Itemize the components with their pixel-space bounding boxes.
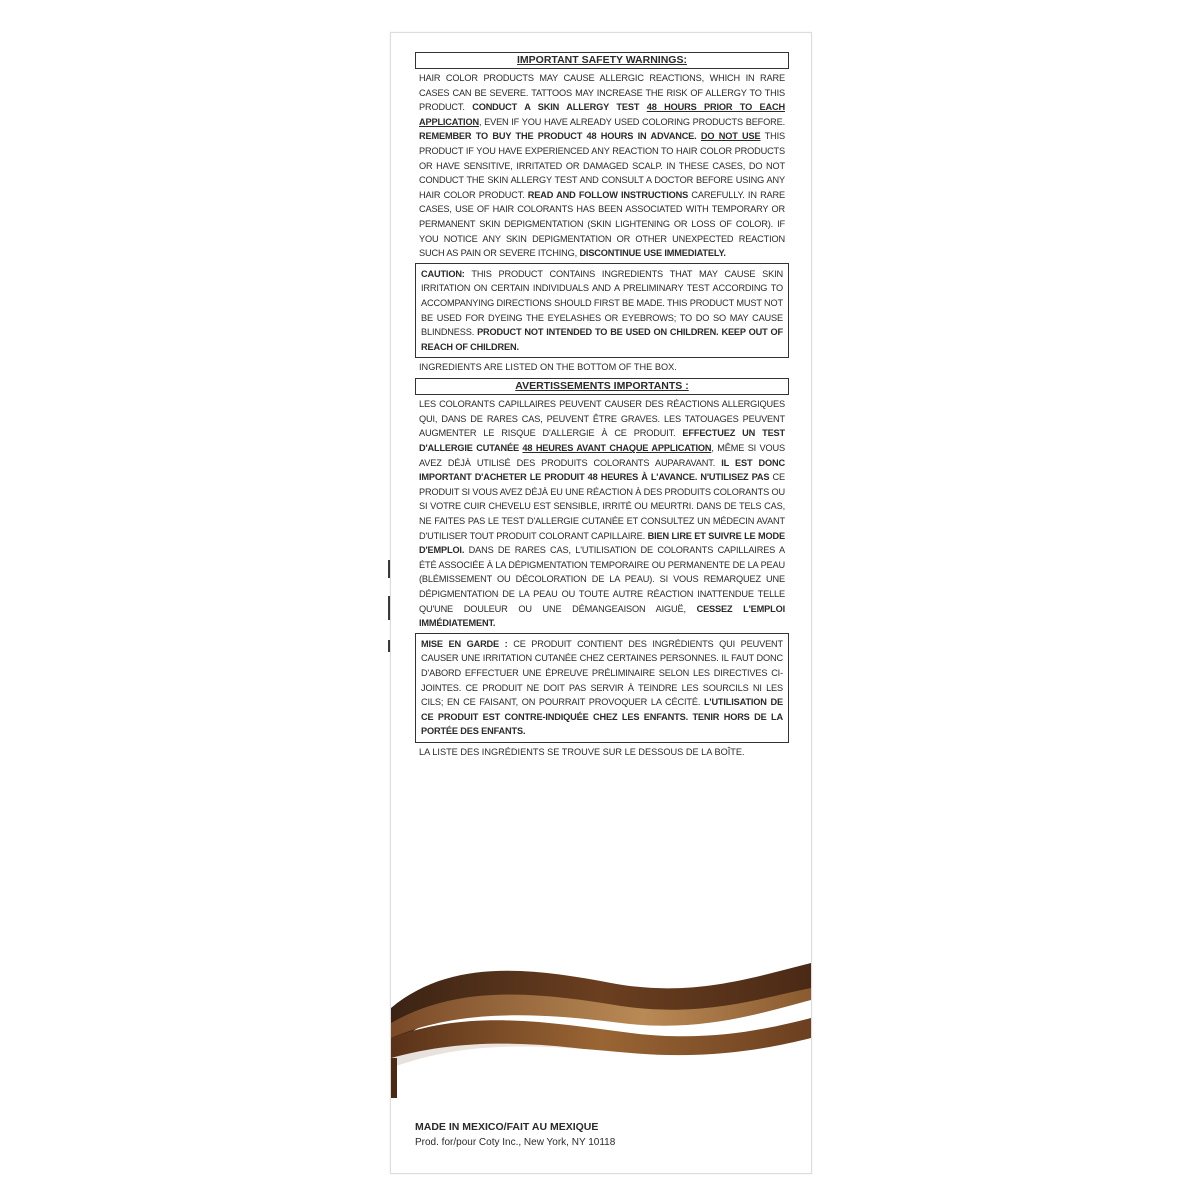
safety-warnings-text: HAIR COLOR PRODUCTS MAY CAUSE ALLERGIC REACTIONS, WHICH IN RARE CASES CAN BE SEVERE. TATTOOS MAY INCREASE THE RISK OF ALLERGY TO THIS PRODUCT. CONDUCT A SKIN ALLERGY TEST 48 HOURS PRIOR TO EACH APPLICATION, EVEN IF YOU HAVE ALREADY USED COLORING PRODUCTS BEFORE. REMEMBER TO BUY THE PRODUCT 48 HOURS IN ADVANCE. DO NOT USE THIS PRODUCT IF YOU HAVE EXPERIENCED ANY REACTION TO HAIR COLOR PRODUCTS OR HAVE SENSITIVE, IRRITATED OR DAMAGED SCALP. IN THESE CASES, DO NOT CONDUCT THE SKIN ALLERGY TEST AND CONSULT A DOCTOR BEFORE USING ANY HAIR COLOR PRODUCT. READ AND FOLLOW INSTRUCTIONS CAREFULLY. IN RARE CASES, USE OF HAIR COLORANTS HAS BEEN ASSOCIATED WITH TEMPORARY OR PERMANENT SKIN DEPIGMENTATION (SKIN LIGHTENING OR LOSS OF COLOR). IF YOU NOTICE ANY SKIN DEPIGMENTATION OR OTHER UNEXPECTED REACTION SUCH AS PAIN OR SEVERE ITCHING, DISCONTINUE USE IMMEDIATELY. (419, 73, 786, 259)
caution-text: CAUTION: THIS PRODUCT CONTAINS INGREDIENTS THAT MAY CAUSE SKIN IRRITATION ON CERTAIN INDIVIDUALS AND A PRELIMINARY TEST ACCORDING TO ACCOMPANYING DIRECTIONS SHOULD FIRST BE MADE. THIS PRODUCT MUST NOT BE USED FOR DYEING THE EYELASHES OR EYEBROWS; TO DO SO MAY CAUSE BLINDNESS. PRODUCT NOT INTENDED TO BE USED ON CHILDREN. KEEP OUT OF REACH OF CHILDREN. (421, 268, 783, 352)
footer (415, 1119, 795, 1150)
safety-warnings-fr (415, 378, 789, 631)
producer-text: Prod. for/pour Coty Inc., New York, NY 10118 (415, 1137, 616, 1148)
caution-fr-text: MISE EN GARDE : CE PRODUIT CONTIENT DES INGRÉDIENTS QUI PEUVENT CAUSER UNE IRRITATION CUTANÉE CHEZ CERTAINES PERSONNES. IL FAUT DONC D'ABORD EFFECTUER UNE ÉPREUVE PRÉLIMINAIRE SELON LES DIRECTIVES CI-JOINTES. CE PRODUIT NE DOIT PAS SERVIR À TEINDRE LES SOURCILS NI LES CILS; EN CE FAISANT, ON POURRAIT PROVOQUER LA CÉCITÉ. L'UTILISATION DE CE PRODUIT EST CONTRE-INDIQUÉE CHEZ LES ENFANTS. TENIR HORS DE LA PORTÉE DES ENFANTS. (421, 638, 784, 737)
safety-warnings-fr-title: AVERTISSEMENTS IMPORTANTS : (415, 378, 789, 395)
hair-wave-decoration (391, 938, 811, 1098)
made-in-text: MADE IN MEXICO/FAIT AU MEXIQUE (415, 1121, 599, 1133)
safety-warnings-title: IMPORTANT SAFETY WARNINGS: (415, 52, 789, 69)
package-side-panel (390, 32, 812, 1174)
caution-box-en (415, 263, 789, 359)
ingredients-note-en: INGREDIENTS ARE LISTED ON THE BOTTOM OF THE BOX. (419, 362, 677, 373)
ingredients-note-fr: LA LISTE DES INGRÉDIENTS SE TROUVE SUR LE DESSOUS DE LA BOÎTE. (419, 746, 745, 757)
caution-box-fr (415, 633, 789, 743)
safety-warnings-fr-text: LES COLORANTS CAPILLAIRES PEUVENT CAUSER DES RÉACTIONS ALLERGIQUES QUI, DANS DE RARES CAS, PEUVENT ÊTRE GRAVES. LES TATOUAGES PEUVENT AUGMENTER LE RISQUE D'ALLERGIE À CE PRODUIT. EFFECTUEZ UN TEST D'ALLERGIE CUTANÉE 48 HEURES AVANT CHAQUE APPLICATION, MÊME SI VOUS AVEZ DÉJÀ UTILISÉ DES PRODUITS COLORANTS AUPARAVANT. IL EST DONC IMPORTANT D'ACHETER LE PRODUIT 48 HEURES À L'AVANCE. N'UTILISEZ PAS CE PRODUIT SI VOUS AVEZ DÉJÀ EU UNE RÉACTION À DES PRODUITS COLORANTS OU SI VOTRE CUIR CHEVELU EST SENSIBLE, IRRITÉ OU MEURTRI. DANS DE TELS CAS, NE FAITES PAS LE TEST D'ALLERGIE CUTANÉE ET CONSULTEZ UN MÉDECIN AVANT D'UTILISER TOUT PRODUIT COLORANT CAPILLAIRE. BIEN LIRE ET SUIVRE LE MODE D'EMPLOI. DANS DE RARES CAS, L'UTILISATION DE COLORANTS CAPILLAIRES A ÉTÉ ASSOCIÉE À LA DÉPIGMENTATION TEMPORAIRE OU PERMANENTE DE LA PEAU (BLÉMISSEMENT OU DÉCOLORATION DE LA PEAU). SI VOUS REMARQUEZ UNE DÉPIGMENTATION DE LA PEAU OU TOUTE AUTRE RÉACTION INATTENDUE TELLE QU'UNE DOULEUR OU UNE DÉMANGEAISON AIGUË, CESSEZ L'EMPLOI IMMÉDIATEMENT. (419, 399, 786, 629)
warnings-content (415, 52, 789, 763)
safety-warnings-en (415, 52, 789, 261)
